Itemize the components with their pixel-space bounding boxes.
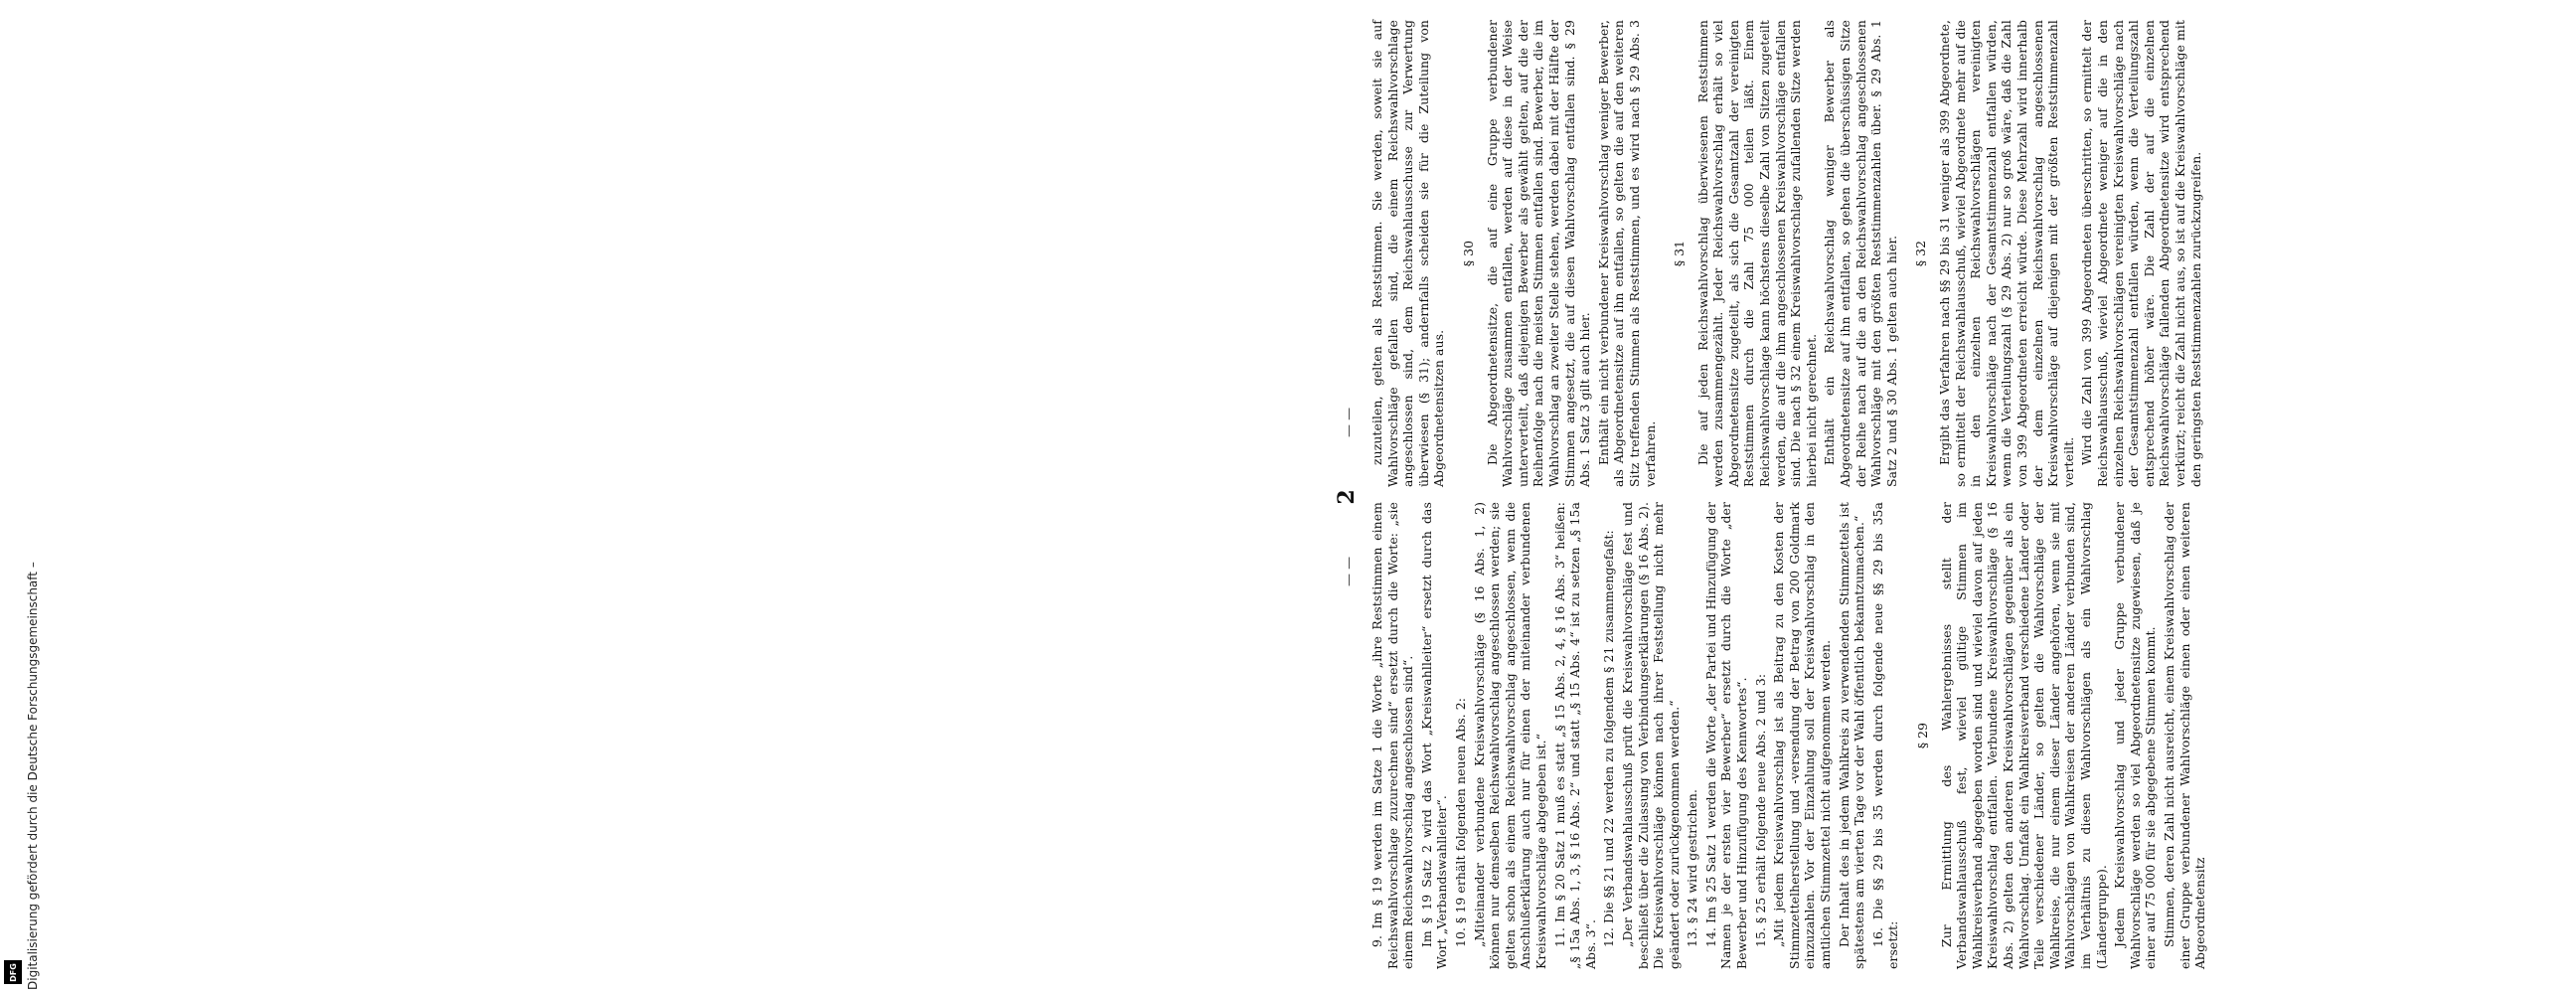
paragraph: 12. Die §§ 21 und 22 werden zu folgendem § 21 zusammengefaßt: [1601,530,1617,947]
paragraph: „Der Verbandswahlausschuß prüft die Kreiswahlvorschläge fest und beschließt über die Zulassung von Verbindungserklärungen (§ 16 Abs. 2). Die Kreiswahlvorschläge können nach ihrer Feststellung nicht mehr geändert oder zurückgenommen werden.“ [1619,502,1682,969]
paragraph: 14. Im § 25 Satz 1 werden die Worte „der Partei und Hinzufügung der Namen je der ersten vier Bewerber“ ersetzt durch die Worte „der Bewerber und Hinzufügung des Kennwortes“. [1702,502,1750,969]
page-number: 2 [1334,489,1360,505]
paragraph: Enthält ein Reichswahlvorschlag weniger Bewerber als Abgeordnetensitze auf ihn entfallen, so gehen die überschüssigen Sitze der Reihe nach auf die an den Reichswahlvorschlag angeschlossenen Wahlvorschläge mit den größten Reststimmenzahlen über. § 29 Abs. 1 Satz 2 und § 30 Abs. 1 gelten auch hier. [1822,20,1899,487]
header-dash-left: — — [1342,556,1357,586]
header-dash-right: — — [1342,407,1357,437]
page-header [1334,0,1364,994]
paragraph: Die auf jeden Reichswahlvorschlag überwiesenen Reststimmen werden zusammengezählt. Jeder Reichswahlvorschlag erhält so viel Abgeordnetensitze zugeteilt, als sich die Gesamtzahl der vereinigten Reststimmen durch die Zahl 75 000 teilen läßt. Einem Reichswahlvorschlage kann höchstens dieselbe Zahl von Sitzen zugeteilt werden, die auf die ihm angeschlossenen Kreiswahlvorschläge entfallen sind. Die nach § 32 einem Kreiswahlvorschlage zufallenden Sitze werden hierbei nicht gerechnet. [1694,20,1819,487]
paragraph: Wird die Zahl von 399 Abgeordneten überschritten, so ermittelt der Reichswahlausschuß, wieviel Abgeordnete weniger auf die in den einzelnen Reichswahlvorschlägen vereinigten Kreiswahlvorschläge nach der Gesamtstimmenzahl entfallen würden, wenn die Verteilungszahl entsprechend höher wäre. Die Zahl der auf die einzelnen Reichswahlvorschläge fallenden Abgeordnetensitze wird entsprechend verkürzt; reicht die Zahl nicht aus, so ist auf die Kreiswahlvorschläge mit den geringsten Reststimmenzahlen zurückzugreifen. [2079,19,2203,487]
dfg-logo [4,960,22,984]
paragraph: 15. § 25 erhält folgende neue Abs. 2 und 3: [1752,673,1768,947]
paragraph: Jedem Kreiswahlvorschlag und jeder Gruppe verbundener Wahlvorschläge werden so viel Abgeordnetensitze zugewiesen, daß je einer auf 75 000 für sie abgegebene Stimmen kommt. [2112,502,2159,969]
paragraph: „Mit jedem Kreiswahlvorschlag ist als Beitrag zu den Kosten der Stimmzettelherstellung und -versendung der Betrag von 200 Goldmark einzuzahlen. Vor der Einzahlung soll der Kreiswahlvorschlag in den amtlichen Stimmzettel nicht aufgenommen werden. [1771,502,1834,969]
paragraph: Im § 19 Satz 2 wird das Wort „Kreiswahlleiter“ ersetzt durch das Wort „Verbandswahlleiter“. [1418,502,1450,969]
dfg-logo-text: DFG [8,962,18,982]
paragraph: 16. Die §§ 29 bis 35 werden durch folgende neue §§ 29 bis 35a ersetzt: [1869,502,1901,969]
funding-stamp [0,0,40,994]
paragraph: 10. § 19 erhält folgenden neuen Abs. 2: [1452,697,1468,947]
document-page-inner [1334,0,2576,994]
paragraph: „Miteinander verbundene Kreiswahlvorschläge (§ 16 Abs. 1, 2) können nur demselben Reichswahlvorschlag angeschlossen werden; sie gelten schon als einem Reichswahlvorschlag angeschlossen, wenn die Anschlußerklärung auch nur für einen der miteinander verbundenen Kreiswahlvorschläge abgegeben ist.“ [1471,502,1548,969]
paragraph: 9. Im § 19 werden im Satze 1 die Worte „ihre Reststimmen einem Reichswahlvorschlage zuzurechnen sind“ ersetzt durch die Worte: „sie einem Reichswahlvorschlag angeschlossen sind“. [1369,502,1416,969]
section-heading: § 29 [1915,722,1930,749]
section-heading: § 31 [1672,240,1688,267]
paragraph: 11. Im § 20 Satz 1 muß es statt „§ 15 Abs. 2, 4, § 16 Abs. 3“ heißen: „§ 15a Abs. 1, 3, § 16 Abs. 2“ und statt „§ 15 Abs. 4“ ist zu setzen „§ 15a Abs. 3“. [1551,502,1598,969]
paragraph: Enthält ein nicht verbundener Kreiswahlvorschlag weniger Bewerber, als Abgeordnetensitze auf ihn entfallen, so gelten die auf den weiteren Sitz treffenden Stimmen als Reststimmen, und es wird nach § 29 Abs. 3 verfahren. [1595,20,1658,487]
right-column [1369,20,2206,487]
paragraph: 13. § 24 wird gestrichen. [1685,788,1700,947]
paragraph: Stimmen, deren Zahl nicht ausreicht, einem Kreiswahlvorschlag oder einer Gruppe verbundener Wahlvorschläge einen oder einen weiteren Abgeordnetensitz [2161,502,2208,969]
paragraph: Der Inhalt des in jedem Wahlkreis zu verwendenden Stimmzettels ist spätestens am vierten Tage vor der Wahl öffentlich bekanntzumachen.“ [1836,502,1867,969]
paragraph: Zur Ermittlung des Wahlergebnisses stellt der Verbandswahlausschuß fest, wieviel gültige Stimmen im Wahlkreisverband abgegeben worden sind und wieviel davon auf jeden Kreiswahlvorschlag entfallen. Verbundene Kreiswahlvorschläge (§ 16 Abs. 2) gelten den anderen Kreiswahlvorschlägen gegenüber als ein Wahlvorschlag. Umfaßt ein Wahlkreisverband verschiedene Länder oder Teile verschiedener Länder, so gelten die Wahlvorschläge der Wahlkreise, die nur einem dieser Länder angehören, wenn sie mit Wahlvorschlägen von Wahlkreisen der anderen Länder verbunden sind, im Verhältnis zu diesen Wahlvorschlägen als ein Wahlvorschlag (Ländergruppe). [1938,502,2109,969]
paragraph: Ergibt das Verfahren nach §§ 29 bis 31 weniger als 399 Abgeordnete, so ermittelt der Reichswahlausschuß, wieviel Abgeordnete mehr auf die in den einzelnen Reichswahlvorschlägen vereinigten Kreiswahlvorschläge nach der Gesamtstimmenzahl entfallen würden, wenn die Verteilungszahl (§ 29 Abs. 2) nur so groß wäre, daß die Zahl von 399 Abgeordneten erreicht würde. Diese Mehrzahl wird innerhalb der dem einzelnen Reichswahlvorschlag angeschlossenen Kreiswahlvorschläge auf diejenigen mit der größten Reststimmenzahl verteilt. [1937,20,2076,487]
section-heading: § 30 [1460,240,1476,267]
paragraph: zuzuteilen, gelten als Reststimmen. Sie werden, soweit sie auf Wahlvorschläge gefallen sind, die einem Reichswahlvorschlage angeschlossen sind, dem Reichswahlausschusse zur Verwertung überwiesen (§ 31); andernfalls scheiden sie für die Zuteilung von Abgeordnetensitzen aus. [1369,20,1447,487]
left-column [1369,502,2211,969]
funding-stamp-text: Digitalisierung gefördert durch die Deutsche Forschungsgemeinschaft – [26,562,40,990]
paragraph: Die Abgeordnetensitze, die auf eine Gruppe verbundener Wahlvorschläge zusammen entfallen, werden auf diese in der Weise unterverteilt, daß diejenigen Bewerber als gewählt gelten, auf die der Reihenfolge nach die meisten Stimmen entfallen sind. Bewerber, die im Wahlvorschlag an zweiter Stelle stehen, werden dabei mit der Hälfte der Stimmen angesetzt, die auf diesen Wahlvorschlag entfallen sind. § 29 Abs. 1 Satz 3 gilt auch hier. [1484,20,1593,487]
section-heading: § 32 [1913,240,1929,267]
document-page [91,0,2208,994]
